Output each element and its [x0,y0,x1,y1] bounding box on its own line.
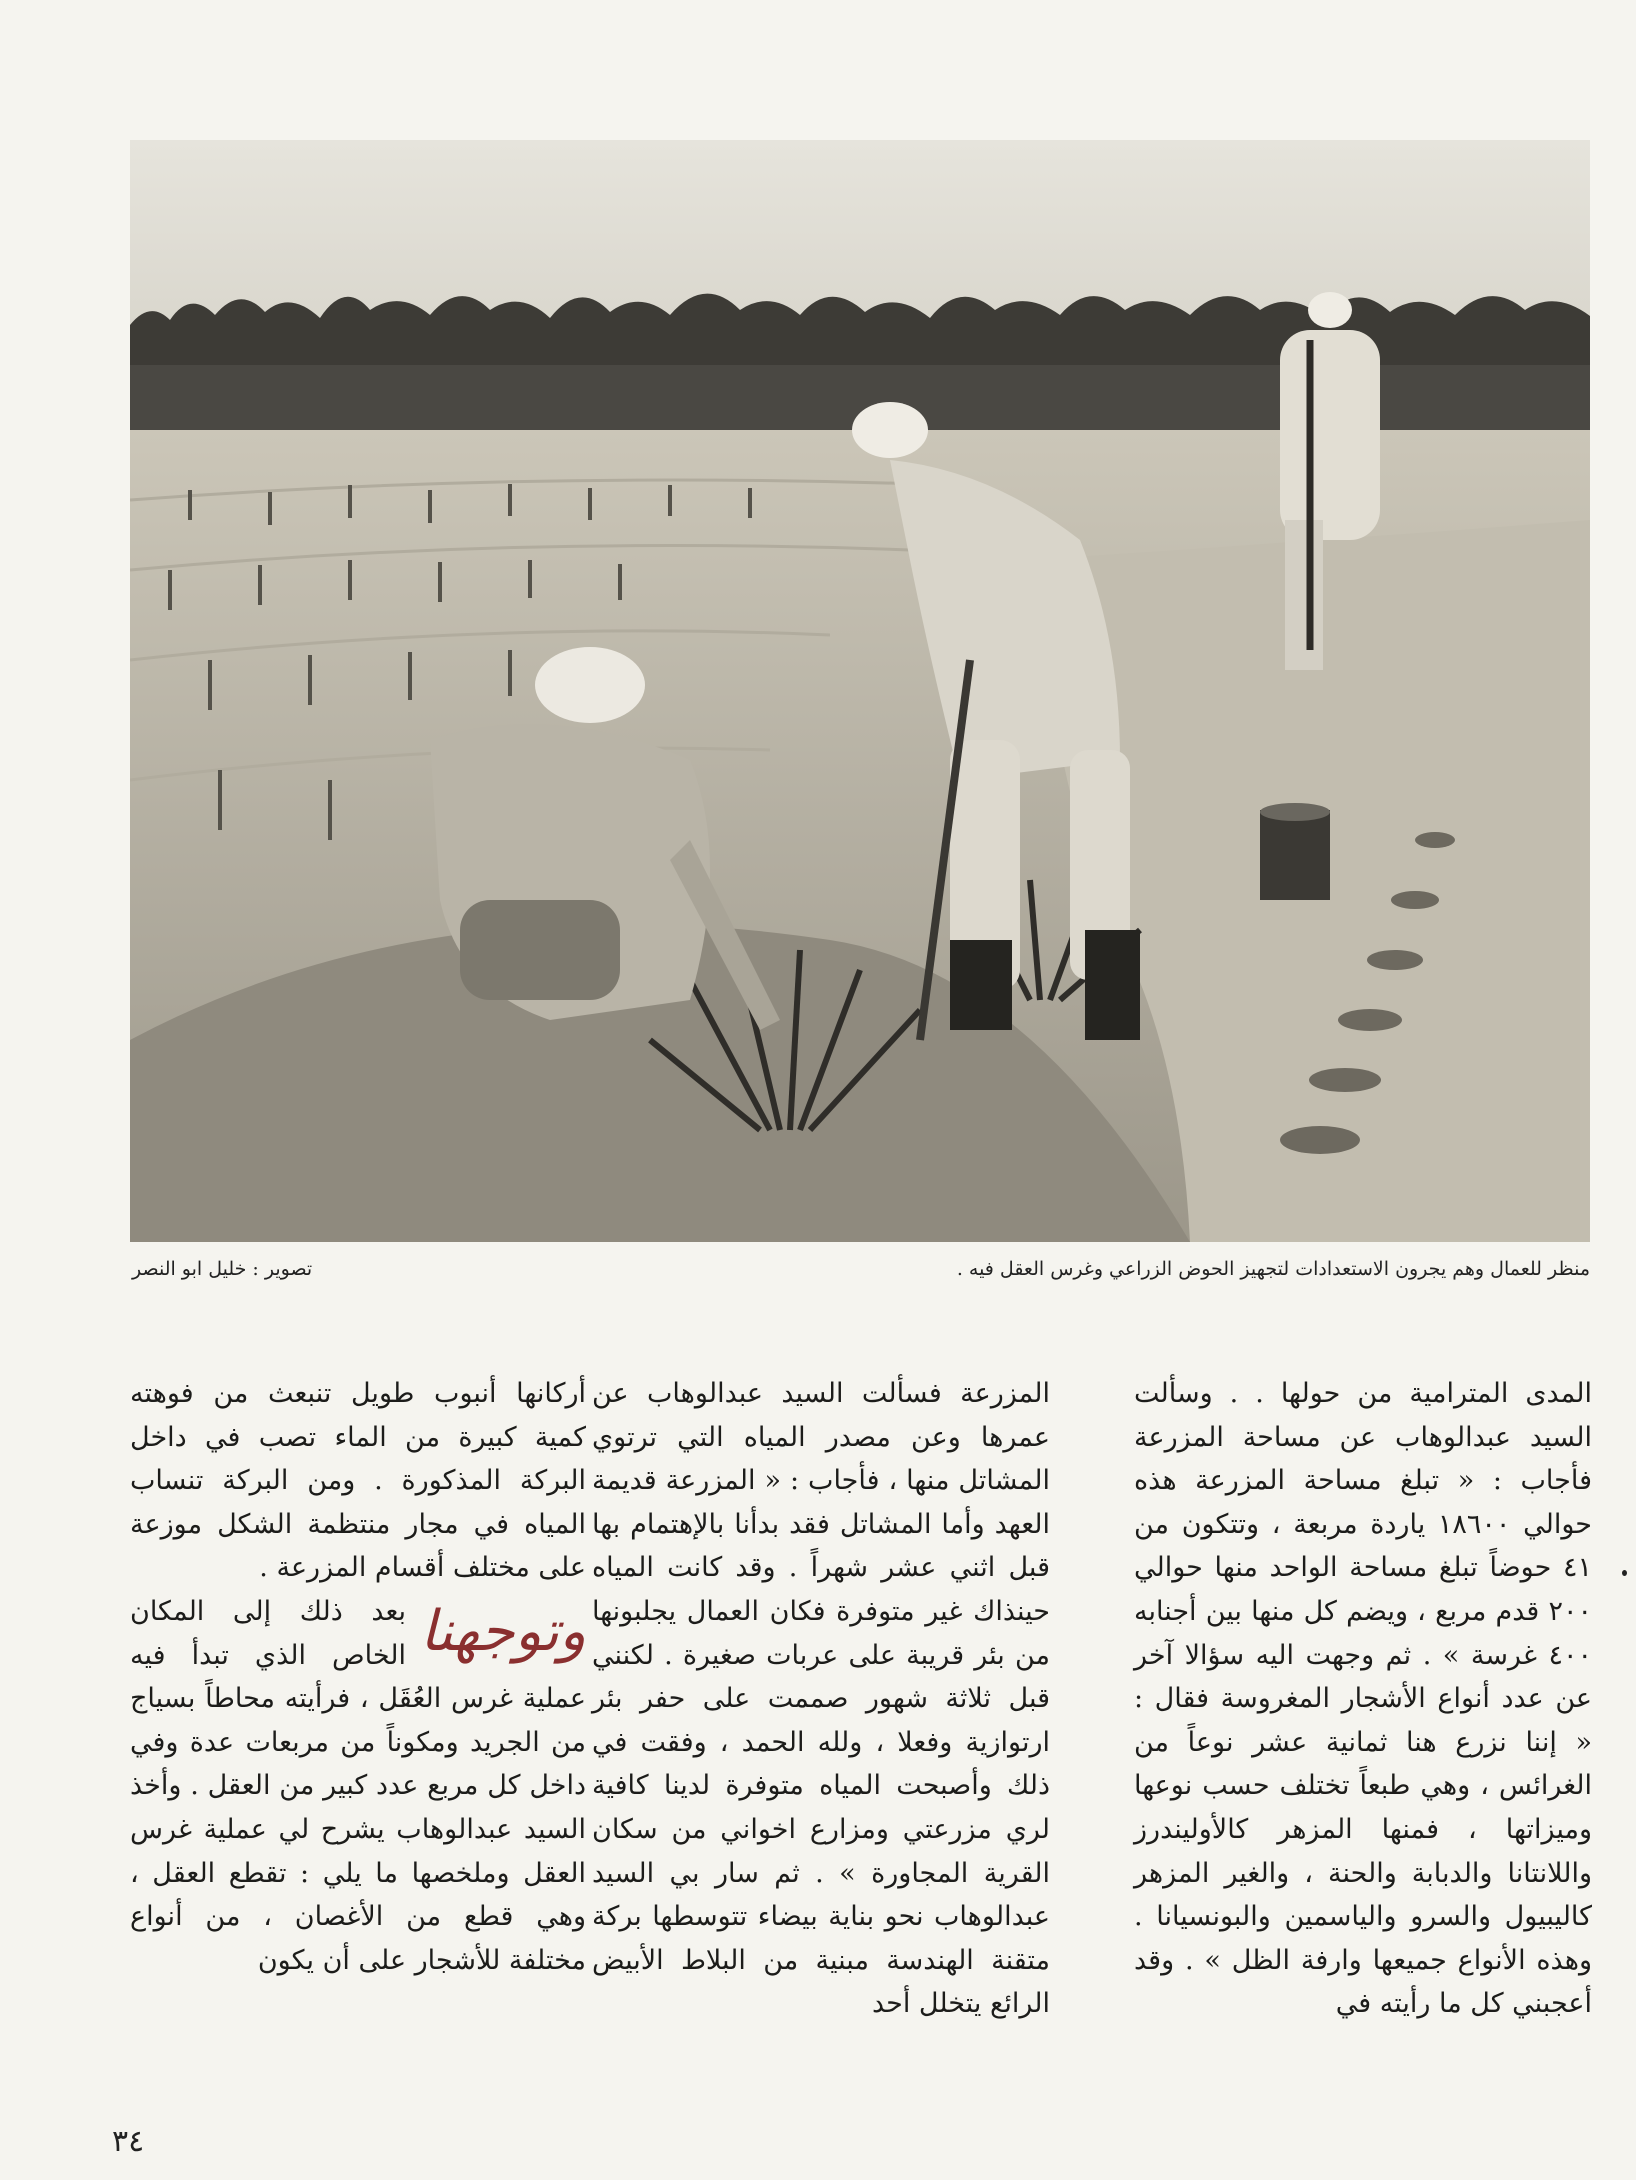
photo-credit: تصوير : خليل ابو النصر [132,1258,313,1280]
column-paragraph: المزرعة فسألت السيد عبدالوهاب عن عمرها وعن مصدر المياه التي ترتوي المشاتل منها ، فأجاب : « المزرعة قديمة العهد وأما المشاتل فقد بدأنا بالإهتمام بها قبل اثني عشر شهراً . وقد كانت المياه حينذاك غير متوفرة فكان العمال يجلبونها من بئر قريبة على عربات صغيرة . لكنني قبل ثلاثة شهور صممت على حفر بئر ارتوازية وفعلا ، ولله الحمد ، وفقت في ذلك وأصبحت المياه متوفرة لدينا كافية لري مزرعتي ومزارع اخواني من سكان القرية المجاورة » . ثم سار بي السيد عبدالوهاب نحو بناية بيضاء تتوسطها بركة متقنة الهندسة مبنية من البلاط الأبيض الرائع يتخلل أحد [592,1378,1050,2020]
margin-dot [1622,1570,1627,1576]
text-column-middle [592,1372,1050,2026]
photo-caption: منظر للعمال وهم يجرون الاستعدادات لتجهيز الحوض الزراعي وغرس العقل فيه . [956,1258,1590,1280]
tin-can [1260,810,1330,900]
column-paragraph: أركانها أنبوب طويل تنبعث من فوهته كمية كبيرة من الماء تصب في داخل البركة المذكورة . ومن البركة تنساب المياه في مجار منتظمة الشكل موزعة على مختلف أقسام المزرعة . [130,1378,586,1584]
text-column-left [130,1372,586,1982]
photo-illustration [130,140,1590,1242]
decorative-drop-word: وتوجهنا [420,1598,586,1664]
column-paragraph: المدى المترامية من حولها . . وسألت السيد عبدالوهاب عن مساحة المزرعة فأجاب : « تبلغ مساحة المزرعة هذه حوالي ١٨٦٠٠ ياردة مربعة ، وتتكون من ٤١ حوضاً تبلغ مساحة الواحد منها حوالي ٢٠٠ قدم مربع ، ويضم كل منها بين أجنابه ٤٠٠ غرسة » . ثم وجهت اليه سؤالا آخر عن عدد أنواع الأشجار المغروسة فقال : « إننا نزرع هنا ثمانية عشر نوعاً من الغرائس ، وهي طبعاً تختلف حسب نوعها وميزاتها ، فمنها المزهر كالأوليندرز واللانتانا والدبابة والحنة ، والغير المزهر كاليبيول والسرو والياسمين والبونسيانا . وهذه الأنواع جميعها وارفة الظل » . وقد أعجبني كل ما رأيته في [1134,1378,1592,2020]
column-paragraph-with-drop-word [130,1590,586,1982]
page-number: ٣٤ [112,2124,145,2159]
text-column-right [1134,1372,1592,2026]
farm-workers-photo [130,140,1590,1242]
paragraph-text: بعد ذلك إلى المكان الخاص الذي تبدأ فيه عملية غرس العُقَل ، فرأيته محاطاً بسياج من الجريد ومكوناً من مربعات عدة وفي داخل كل مربع عدد كبير من العقل . وأخذ السيد عبدالوهاب يشرح لي عملية غرس العقل وملخصها ما يلي : تقطع العقل ، وهي قطع من الأغصان ، من أنواع مختلفة للأشجار على أن يكون [130,1595,586,1976]
